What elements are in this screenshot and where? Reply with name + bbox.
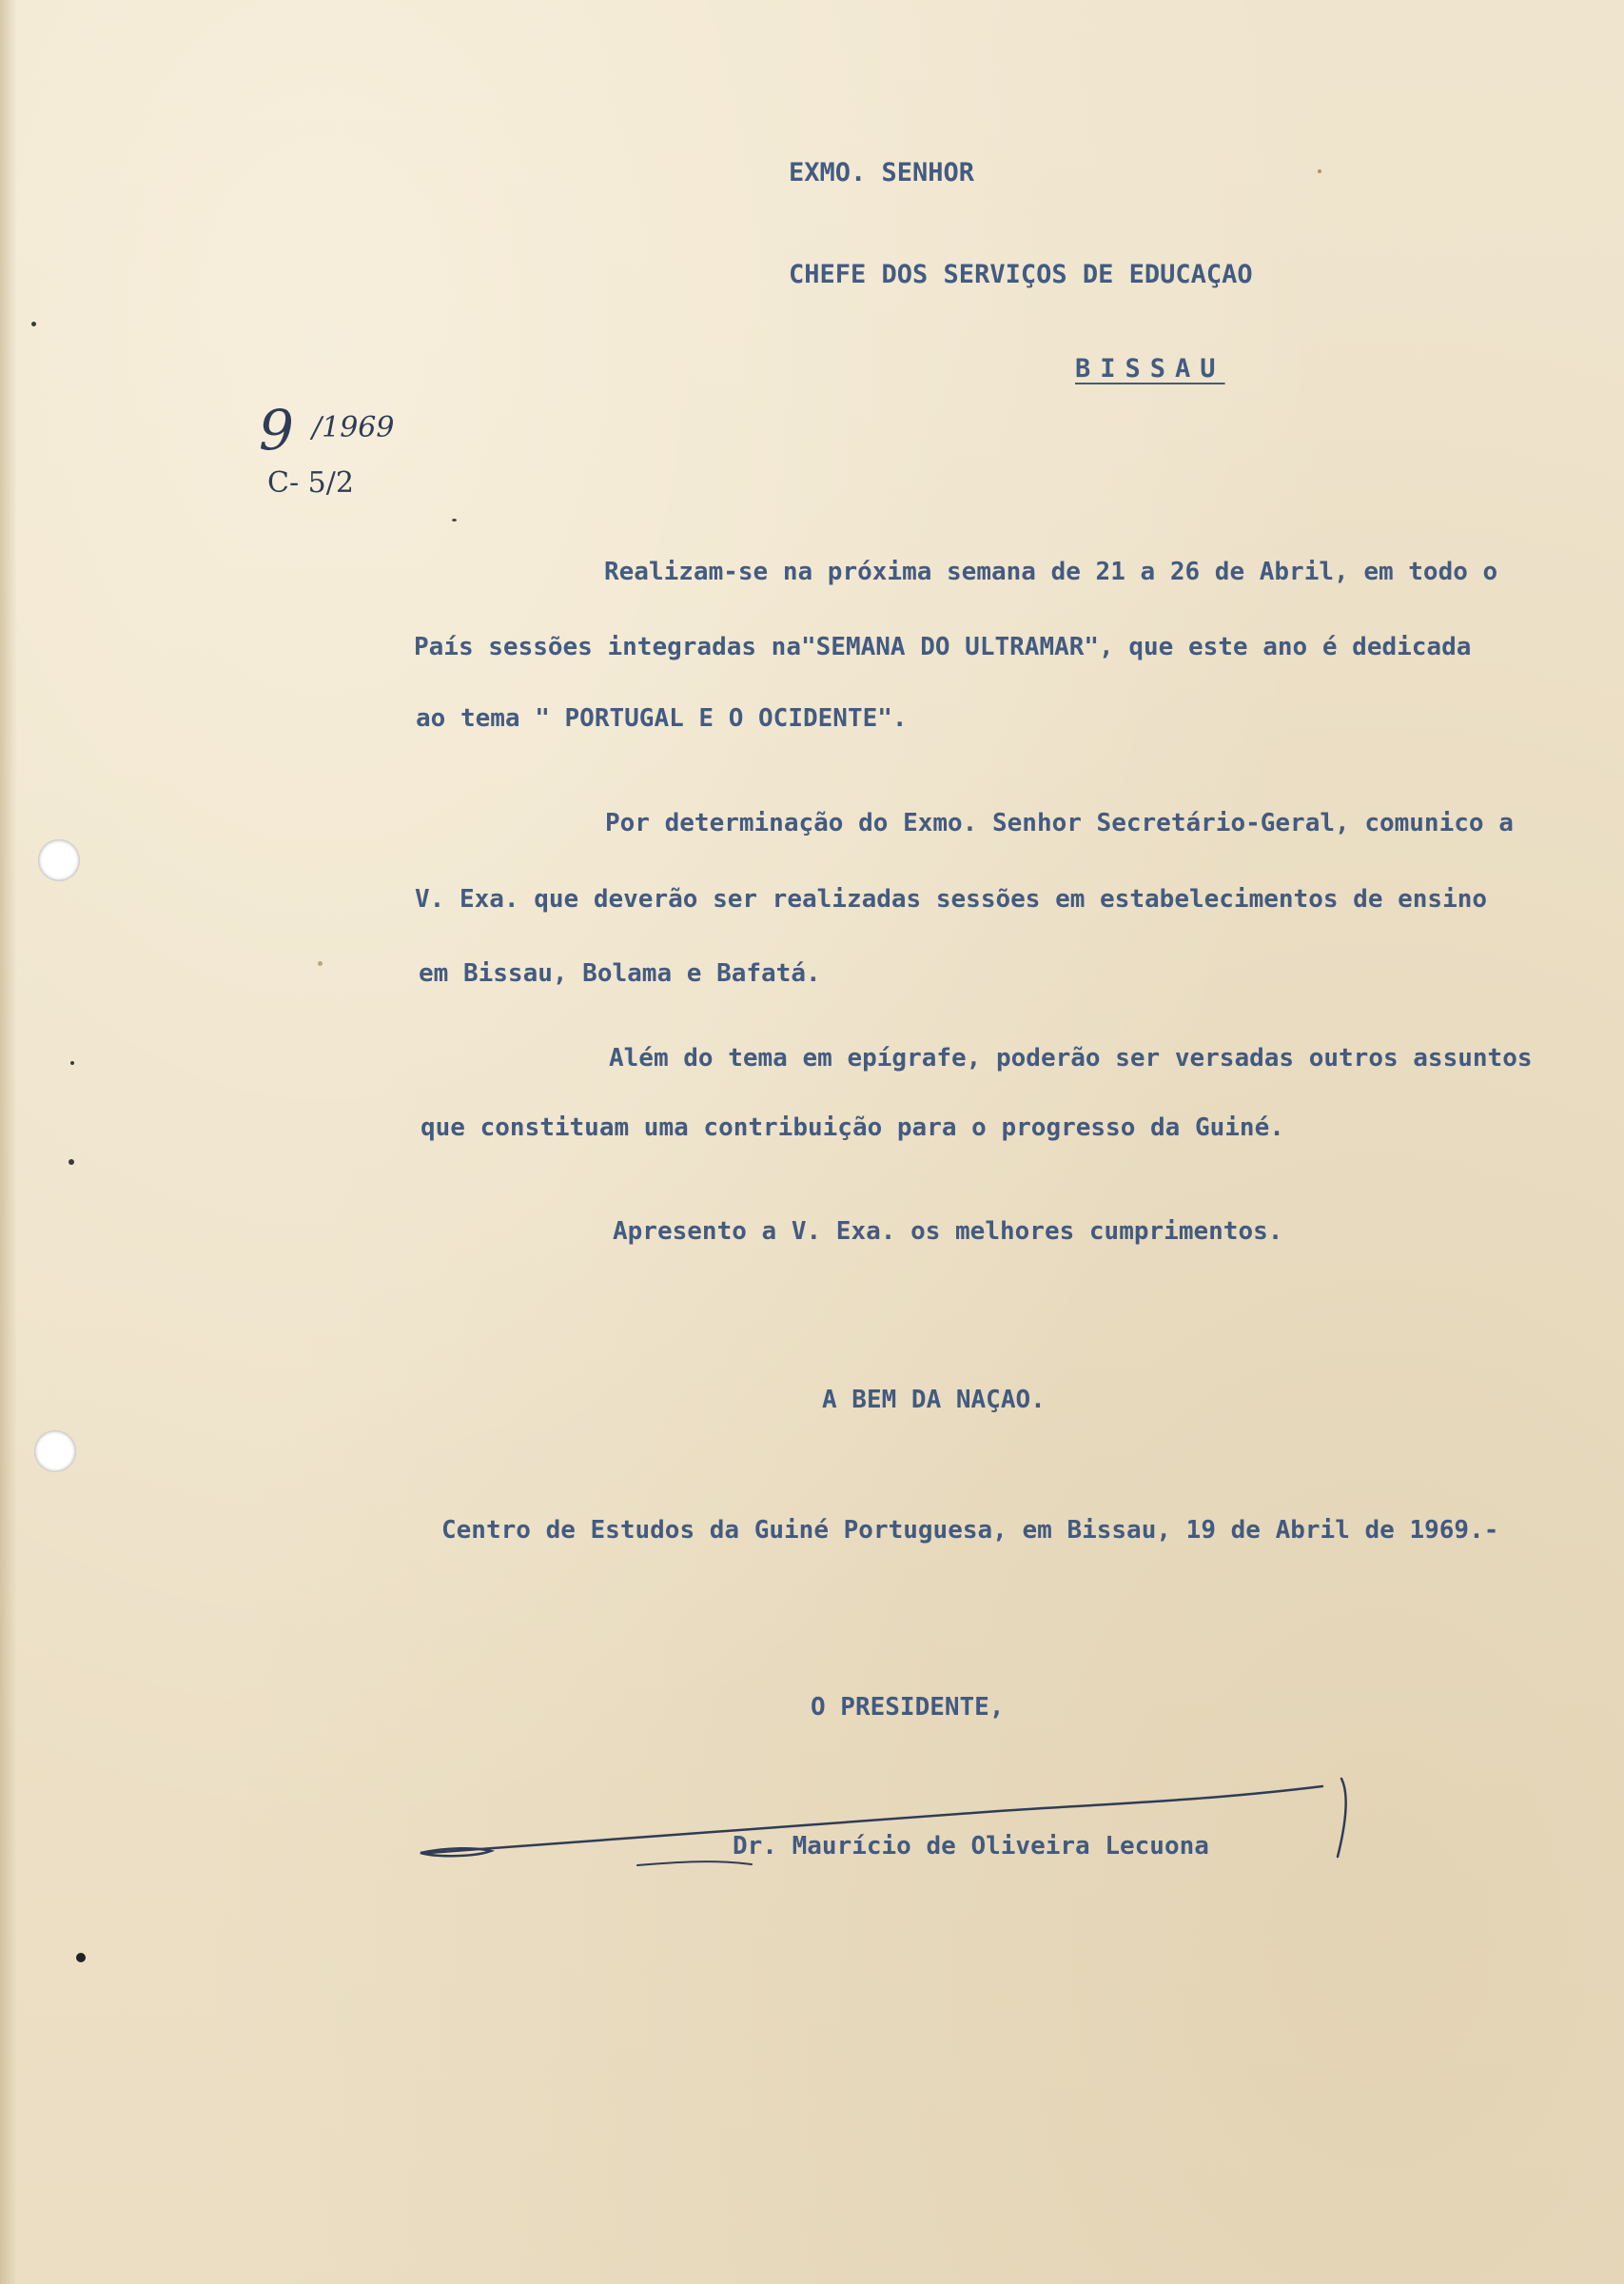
addressee-city: BISSAU [1075,354,1225,384]
closing-formula: A BEM DA NAÇAO. [822,1386,1046,1414]
body-line: Além do tema em epígrafe, poderão ser versadas outros assuntos [609,1044,1533,1073]
paper-speck [68,1159,74,1165]
paper-edge-shadow [0,0,17,2284]
body-line: Por determinação do Exmo. Senhor Secretário-Geral, comunico a [605,809,1514,837]
reference-number: 9 [259,398,294,463]
paper-speck [76,1953,86,1962]
paper-speck [31,322,36,326]
reference-code: C- 5/2 [267,466,354,500]
reference-year: /1969 [312,411,395,444]
handwritten-signature [409,1765,1379,1889]
paper-speck [452,519,457,522]
addressee-office: CHEFE DOS SERVIÇOS DE EDUCAÇAO [789,260,1253,289]
paper-speck [1318,169,1321,173]
paper-speck [70,1061,74,1065]
paper-speck [318,961,323,966]
body-line: País sessões integradas na"SEMANA DO ULTRAMAR", que este ano é dedicada [414,633,1472,661]
body-line: Apresento a V. Exa. os melhores cumprimentos. [613,1217,1283,1246]
place-and-date: Centro de Estudos da Guiné Portuguesa, em Bissau, 19 de Abril de 1969.- [441,1516,1499,1545]
punch-hole [38,839,80,881]
body-line: Realizam-se na próxima semana de 21 a 26 de Abril, em todo o [604,558,1498,586]
addressee-salutation: EXMO. SENHOR [789,158,975,187]
signatory-title: O PRESIDENTE, [811,1693,1005,1722]
punch-hole [34,1430,76,1472]
body-line: que constituam uma contribuição para o progresso da Guiné. [421,1113,1284,1142]
body-line: em Bissau, Bolama e Bafatá. [419,959,821,988]
body-line: V. Exa. que deverão ser realizadas sessões em estabelecimentos de ensino [415,885,1488,914]
body-line: ao tema " PORTUGAL E O OCIDENTE". [416,704,908,733]
signatory-name: Dr. Maurício de Oliveira Lecuona [733,1832,1209,1861]
